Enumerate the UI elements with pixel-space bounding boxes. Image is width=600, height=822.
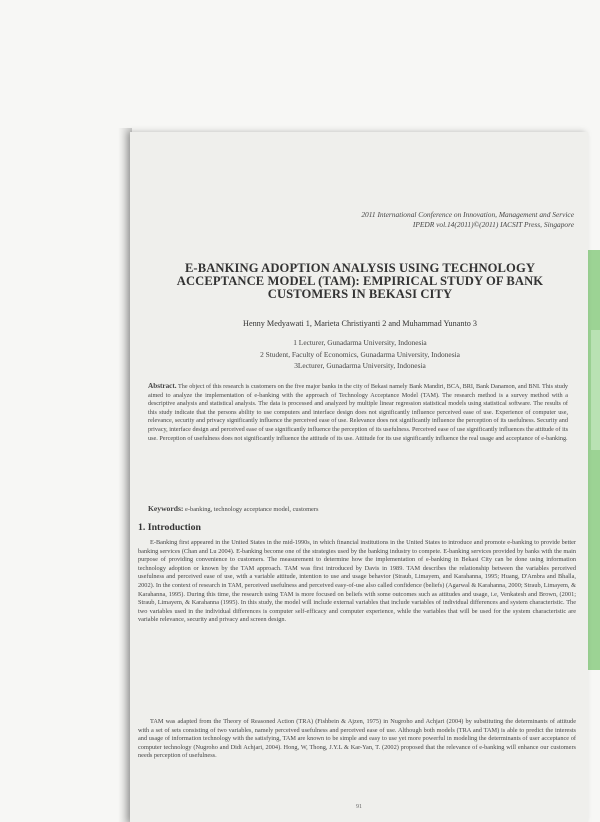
paragraph: E-Banking first appeared in the United States in the mid-1990s, in which financial institutions in the United States to introduce and promote e-banking to provide better banking services (Chan and Lu 2004). E-banking become one of the strategies used by the banking industry to compete. E-banking services provided by banks with the main purpose of providing convenience to customers. The measurement to determine how the implementation of e-banking in Bekasi City can be done using information technology adoption or known by the TAM approach. TAM was first introduced by Davis in 1989. TAM describes the relationship between the variables perceived usefulness and perceived ease of use, with a variable attitude, intention to use and usage behavior (Straub, Limayem, and Karahanna, 1995; Huang, D'Ambra and Bhalla, 2002). In the context of research in TAM, perceived usefulness and perceived easy-of-use also called confidence (beliefs) (Agarwal & Karahanna, 2000; Straub, Limayem, & Karahanna, 1995). During this time, the research using TAM is more focused on beliefs with some outcomes such as attitudes and usage, i.e, Venkatesh and Brown, (2001; Straub, Limayem, & Karahanna (1995). In this study, the model will include external variables that include variables of individual differences and system characteristic. The two variables used in the individual differences is computer self-efficacy and computer experience, while the variables that will be used for the system characteristic are variable relevance, security and privacy and screen design. <box>138 539 576 624</box>
green-page-edge-highlight <box>591 330 600 450</box>
authors: Henny Medyawati 1, Marieta Christiyanti 2 and Muhammad Yunanto 3 <box>243 319 477 328</box>
title-line-3: CUSTOMERS IN BEKASI CITY <box>267 287 453 301</box>
keywords-text: e-banking, technology acceptance model, customers <box>185 506 319 513</box>
paper-title <box>150 262 570 301</box>
conference-line-1: 2011 International Conference on Innovation, Management and Service <box>361 210 574 219</box>
paragraph: TAM was adapted from the Theory of Reasoned Action (TRA) (Fishbein & Ajzen, 1975) in Nugroho and Achjari (2004) by substituting the determinants of attitude with a set of sets consisting of two variables, namely perceived usefulness and perceived ease of use. Although both models (TRA and TAM) is able to predict the interests and usage of information technology with the satisfying, TAM are known to be simple and easy to use yet more powerful in modeling the determinants of user acceptance of computer technology (Nugroho and Didi Achjari, 2004). Hong, W, Thong, J.Y.L & Kar-Yan, T. (2002) proposed that the relevance of e-banking will enhance our customers needs perception of usefulness. <box>138 718 576 760</box>
page-number: 91 <box>356 804 362 810</box>
affiliation-2: 2 Student, Faculty of Economics, Gunadarma University, Indonesia <box>260 349 460 359</box>
keywords <box>148 504 568 513</box>
affiliation-1: 1 Lecturer, Gunadarma University, Indonesia <box>293 338 427 347</box>
keywords-label: Keywords: <box>148 504 184 513</box>
green-page-edge <box>588 250 600 670</box>
paper-page <box>130 132 588 822</box>
conference-line-2: IPEDR vol.14(2011)©(2011) IACSIT Press, Singapore <box>412 220 574 229</box>
abstract-label: Abstract. <box>148 382 177 390</box>
affiliations <box>150 337 570 372</box>
title-line-2: ACCEPTANCE MODEL (TAM): EMPIRICAL STUDY OF BANK <box>176 274 544 288</box>
section-heading: 1. Introduction <box>138 522 201 533</box>
abstract-text: The object of this research is customers on the five major banks in the city of Bekasi namely Bank Mandiri, BCA, BRI, Bank Danamon, and BNI. This study aimed to analyze the implementation of e-banking with the approach of Technology Acceptance Model (TAM). The research method is a survey method with a descriptive analysis and statistical analysis. The data is processed and analyzed by multiple linear regression statistical models using statistical software. The results of this study indicate that the persons ability to use computers and interface design does not significantly influence perceived ease of use. Experience of computer use, relevance, security and privacy significantly influence the perceived ease of use. Relevance does not significantly influence the perception of its usefulness. Security and privacy, interface design and perceived ease of use significantly influence the perception of its usefulness. Perceived ease of use significantly influences the attitude of its use. Perception of usefulness does not significantly influence the attitude of its use. Attitude for its use significantly influence the real usage and acceptance of e-banking. <box>148 383 569 442</box>
abstract <box>148 382 568 443</box>
title-line-1: E-BANKING ADOPTION ANALYSIS USING TECHNOLOGY <box>184 261 536 275</box>
affiliation-3: 3Lecturer, Gunadarma University, Indonesia <box>294 361 426 370</box>
conference-header <box>274 210 574 230</box>
